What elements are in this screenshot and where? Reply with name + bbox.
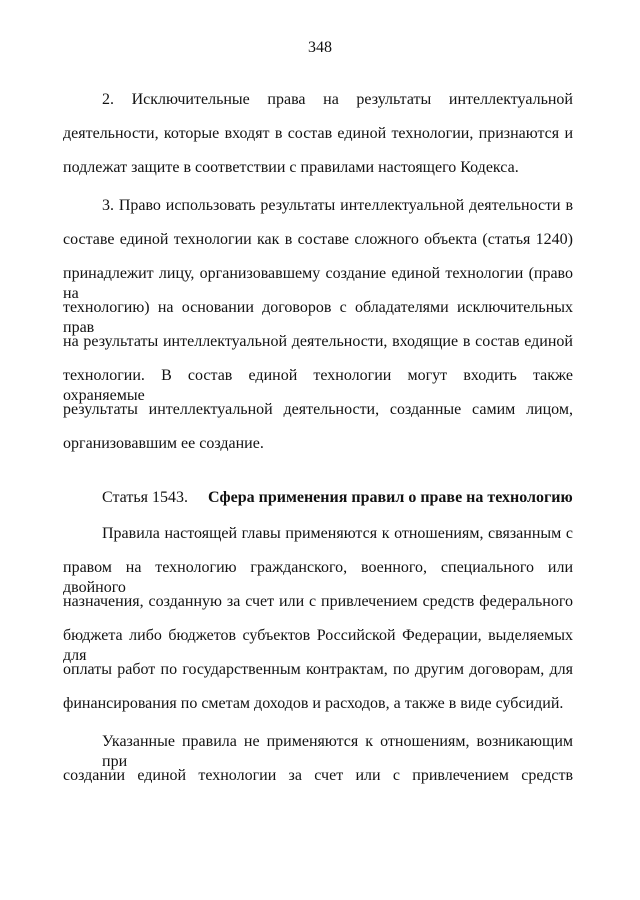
paragraph-4-line-3: назначения, созданную за счет или с привлечением средств федерального	[63, 593, 573, 610]
paragraph-4-line-1: Правила настоящей главы применяются к отношениям, связанным с	[102, 525, 573, 542]
paragraph-3-line-1: 3. Право использовать результаты интеллектуальной деятельности в	[102, 197, 573, 214]
paragraph-3-line-5: на результаты интеллектуальной деятельности, входящие в состав единой	[63, 333, 573, 350]
paragraph-3-line-8: организовавшим ее создание.	[63, 435, 264, 452]
paragraph-3-line-6: технологии. В состав единой технологии могут входить также охраняемые	[63, 367, 573, 404]
paragraph-4-line-6: финансирования по сметам доходов и расходов, а также в виде субсидий.	[63, 695, 564, 712]
paragraph-3-line-2: составе единой технологии как в составе сложного объекта (статья 1240)	[63, 231, 573, 248]
paragraph-5-line-1: Указанные правила не применяются к отношениям, возникающим при	[102, 733, 573, 770]
paragraph-5-line-2: создании единой технологии за счет или с привлечением средств	[63, 767, 573, 784]
page-number: 348	[308, 39, 332, 56]
paragraph-4-line-4: бюджета либо бюджетов субъектов Российской Федерации, выделяемых для	[63, 627, 573, 664]
paragraph-3-line-4: технологию) на основании договоров с обладателями исключительных прав	[63, 299, 573, 336]
paragraph-2-line-2: деятельности, которые входят в состав единой технологии, признаются и	[63, 125, 573, 142]
paragraph-3-line-7: результаты интеллектуальной деятельности, созданные самим лицом,	[63, 401, 573, 418]
paragraph-4-line-2: правом на технологию гражданского, военного, специального или двойного	[63, 559, 573, 596]
article-number: Статья 1543.	[102, 489, 188, 506]
paragraph-3-line-3: принадлежит лицу, организовавшему создание единой технологии (право на	[63, 265, 573, 302]
article-heading	[102, 488, 573, 508]
paragraph-2-line-3: подлежат защите в соответствии с правилами настоящего Кодекса.	[63, 159, 519, 176]
paragraph-4-line-5: оплаты работ по государственным контрактам, по другим договорам, для	[63, 661, 573, 678]
article-title: Сфера применения правил о праве на технологию	[207, 489, 573, 506]
paragraph-2-line-1: 2. Исключительные права на результаты интеллектуальной	[102, 91, 573, 108]
